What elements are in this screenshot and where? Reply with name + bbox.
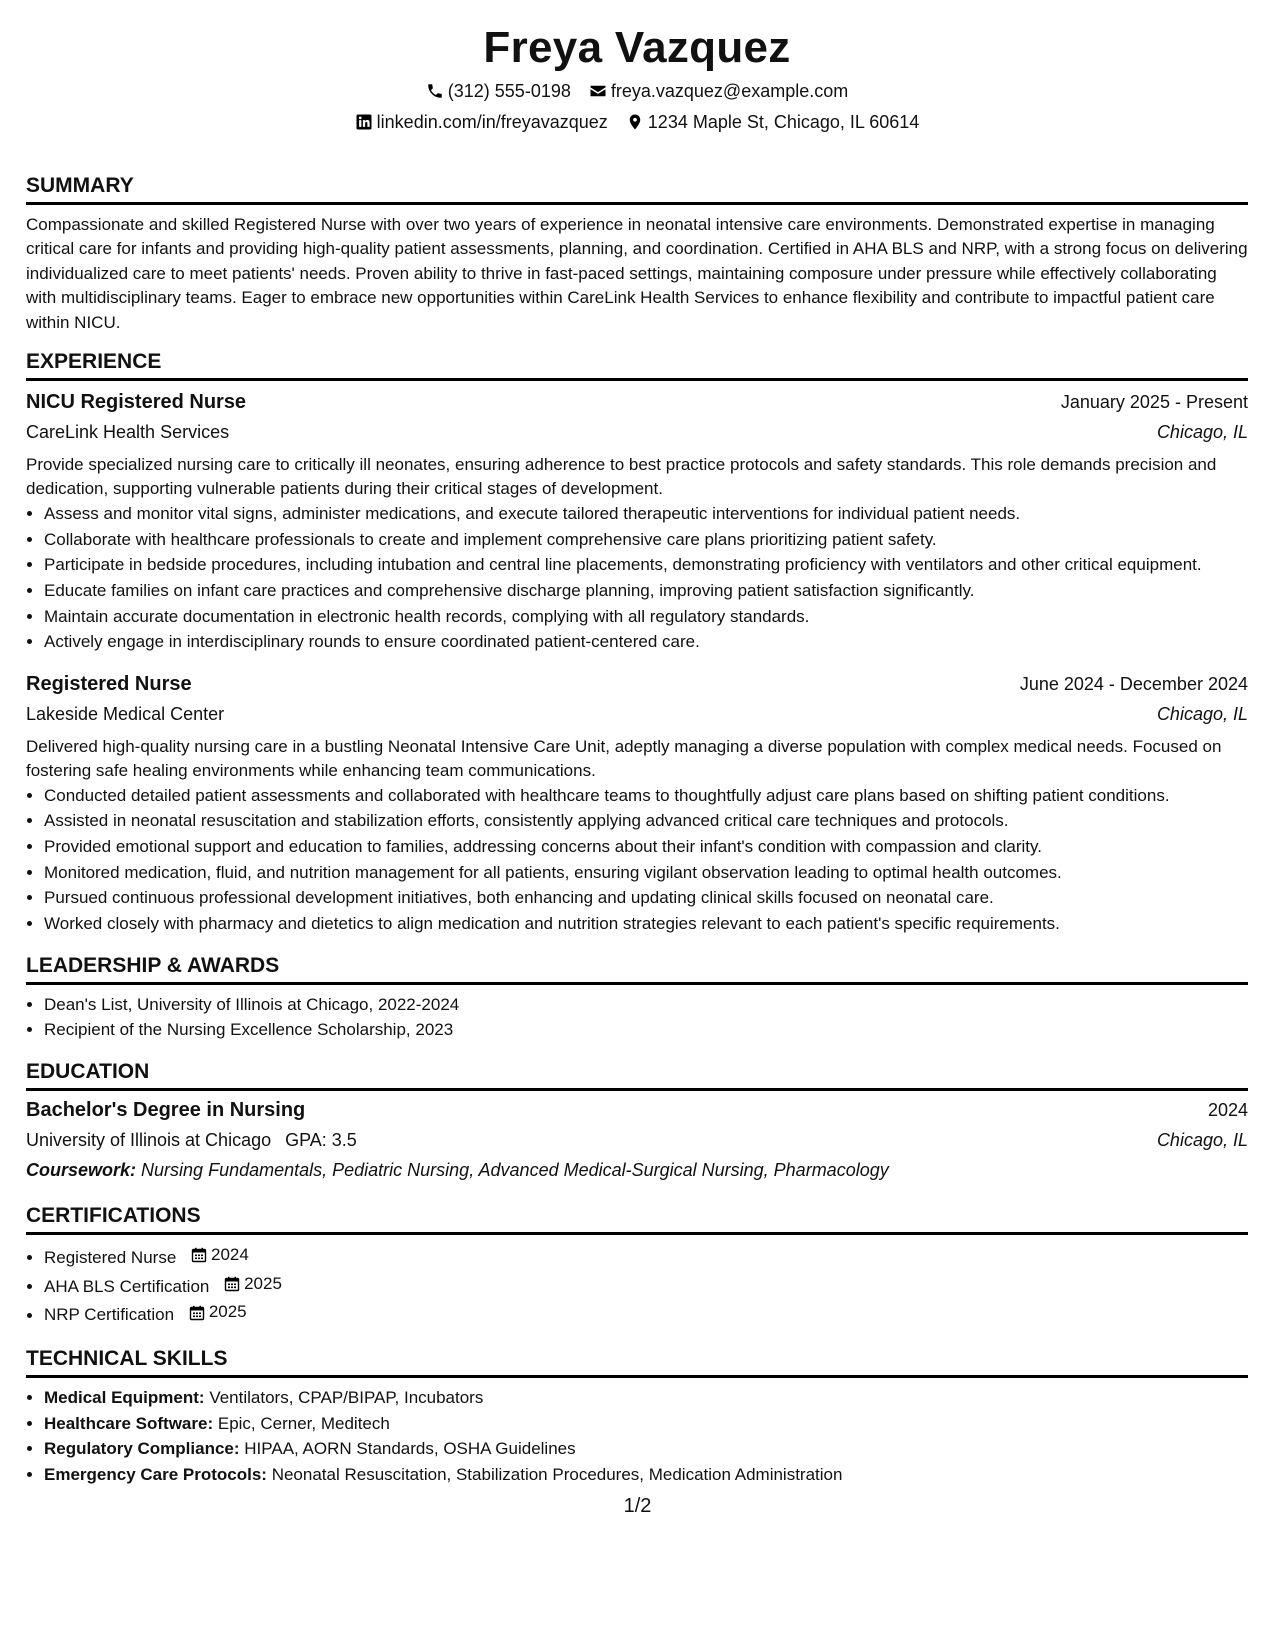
linkedin-contact[interactable] [355,111,608,133]
candidate-name: Freya Vazquez [483,23,791,72]
skill-item [44,1437,1248,1461]
education-subheader [26,1125,1248,1155]
award-item: • Recipient of the Nursing Excellence Scholarship, 2023 [44,1018,1248,1042]
job-subheader [26,417,1248,447]
skill-item [44,1386,1248,1410]
job-dates: June 2024 - December 2024 [1019,673,1248,694]
job-bullet: • Pursued continuous professional development initiatives, both enhancing and updating clinical skills focused on neonatal care. [44,886,1248,910]
job-bullet: • Provided emotional support and education to families, addressing concerns about their infant's condition with compassion and clarity. [44,835,1248,859]
phone-icon [426,82,444,100]
job-header [26,387,1248,417]
page-number: 1/2 [623,1495,652,1517]
education-header [26,1095,1248,1125]
section-title: CERTIFICATIONS [26,1203,1248,1235]
job-dates: January 2025 - Present [1060,392,1248,413]
job-bullet: • Educate families on infant care practices and comprehensive discharge planning, improving patient satisfaction significantly. [44,579,1248,603]
job-location: Chicago, IL [1156,703,1248,724]
certification-list [26,1243,1248,1328]
contact-row-2 [26,111,1248,133]
certification-item [44,1272,1248,1300]
resume-header [26,22,1248,133]
certifications-section [26,1203,1248,1328]
job-bullet: • Maintain accurate documentation in electronic health records, complying with all regulatory standards. [44,605,1248,629]
job-description: Delivered high-quality nursing care in a bustling Neonatal Intensive Care Unit, adeptly managing a diverse population with complex medical needs. Focused on fostering safe healing environments while enhancing team communications. [26,736,1222,781]
skill-value: Neonatal Resuscitation, Stabilization Procedures, Medication Administration [271,1465,843,1485]
section-title: SUMMARY [26,173,1248,205]
resume-page [26,22,1248,1489]
coursework-label: Coursework: [26,1159,137,1180]
school-location: Chicago, IL [1156,1129,1248,1150]
certification-item [44,1300,1248,1328]
skill-item [44,1463,1248,1487]
section-title: TECHNICAL SKILLS [26,1346,1248,1378]
section-title: LEADERSHIP & AWARDS [26,953,1248,985]
phone-contact [426,80,571,102]
degree-year: 2024 [1207,1099,1248,1120]
job-bullet: • Worked closely with pharmacy and dietetics to align medication and nutrition strategies relevant to each patient's specific requirements. [44,912,1248,936]
coursework-text: Nursing Fundamentals, Pediatric Nursing, Advanced Medical-Surgical Nursing, Pharmacology [141,1159,889,1180]
school-line [26,1125,357,1155]
certification-name: Registered Nurse [44,1247,177,1267]
address-text: 1234 Maple St, Chicago, IL 60614 [647,112,920,132]
job-description: Provide specialized nursing care to critically ill neonates, ensuring adherence to best practice protocols and safety standards. This role demands precision and dedication, supporting vulnerable patients during their critical stages of development. [26,455,1217,499]
address-contact [626,111,920,133]
job-bullet: • Monitored medication, fluid, and nutrition management for all patients, ensuring vigilant observation leading to optimal health outcomes. [44,861,1248,885]
gpa: GPA: 3.5 [285,1129,357,1150]
certification-date [189,1300,247,1324]
job-entry [26,669,1248,937]
map-marker-icon [626,113,644,131]
job-bullet: • Assisted in neonatal resuscitation and stabilization efforts, consistently applying advanced critical care techniques and protocols. [44,809,1248,833]
job-bullets [26,502,1248,655]
job-bullet: • Collaborate with healthcare professionals to create and implement comprehensive care plans prioritizing patient safety. [44,528,1248,552]
skill-label: Medical Equipment: [44,1388,205,1408]
summary-section [26,173,1248,335]
skill-label: Regulatory Compliance: [44,1439,240,1459]
school-name: University of Illinois at Chicago [26,1129,272,1150]
skills-body [26,1386,1248,1488]
skill-item [44,1412,1248,1436]
skills-list [26,1386,1248,1488]
email-contact[interactable] [589,80,848,102]
job-location: Chicago, IL [1156,422,1248,443]
degree-title: Bachelor's Degree in Nursing [26,1098,306,1121]
job-bullet: • Conducted detailed patient assessments and collaborated with healthcare teams to thoughtfully adjust care plans based on shifting patient conditions. [44,784,1248,808]
skill-value: Epic, Cerner, Meditech [217,1413,390,1433]
leadership-section [26,953,1248,1043]
certifications-body [26,1243,1248,1328]
linkedin-text: linkedin.com/in/freyavazquez [376,112,608,132]
job-organization: Lakeside Medical Center [26,703,225,724]
certification-name: AHA BLS Certification [44,1276,210,1296]
phone-text: (312) 555-0198 [447,81,571,101]
certification-item [44,1243,1248,1271]
education-body [26,1095,1248,1185]
certification-year: 2024 [211,1244,249,1264]
job-bullets [26,784,1248,937]
contact-row-1 [26,80,1248,102]
skill-label: Healthcare Software: [44,1413,214,1433]
leadership-body [26,993,1248,1043]
calendar-icon [224,1276,240,1292]
award-list [26,993,1248,1043]
job-bullet: • Assess and monitor vital signs, administer medications, and execute tailored therapeutic interventions for individual patient needs. [44,502,1248,526]
coursework-line [26,1155,1248,1185]
job-subheader [26,699,1248,729]
certification-date [224,1272,282,1296]
linkedin-icon [355,113,373,131]
certification-name: NRP Certification [44,1305,175,1325]
skill-value: Ventilators, CPAP/BIPAP, Incubators [209,1388,484,1408]
section-title: EDUCATION [26,1059,1248,1091]
summary-body [26,213,1248,335]
job-bullet: • Participate in bedside procedures, including intubation and central line placements, demonstrating proficiency with ventilators and other critical equipment. [44,553,1248,577]
job-entry [26,387,1248,655]
award-item: • Dean's List, University of Illinois at Chicago, 2022-2024 [44,993,1248,1017]
email-text: freya.vazquez@example.com [610,81,849,101]
certification-date [191,1243,249,1267]
calendar-icon [189,1305,205,1321]
summary-text: Compassionate and skilled Registered Nurse with over two years of experience in neonatal intensive care environments. Demonstrated expertise in managing critical care for infants and providing high-quality patient assessments, planning, and coordination. Certified in AHA BLS and NRP, with a strong focus on delivering individualized care to meet patients' needs. Proven ability to thrive in fast-paced settings, maintaining composure under pressure while effectively collaborating with multidisciplinary teams. Eager to embrace new opportunities within CareLink Health Services to enhance flexibility and contribute to impactful patient care within NICU. [26,215,1248,332]
job-header [26,669,1248,699]
calendar-icon [191,1247,207,1263]
experience-section [26,349,1248,936]
certification-year: 2025 [208,1302,247,1322]
section-title: EXPERIENCE [26,349,1248,381]
job-organization: CareLink Health Services [26,422,230,443]
job-title: Registered Nurse [26,672,192,695]
skill-label: Emergency Care Protocols: [44,1465,267,1485]
certification-year: 2025 [244,1273,282,1293]
job-title: NICU Registered Nurse [26,391,247,414]
skills-section [26,1346,1248,1488]
education-section [26,1059,1248,1185]
skill-value: HIPAA, AORN Standards, OSHA Guidelines [244,1439,576,1459]
envelope-icon [589,82,607,100]
job-bullet: • Actively engage in interdisciplinary rounds to ensure coordinated patient-centered care. [44,630,1248,654]
